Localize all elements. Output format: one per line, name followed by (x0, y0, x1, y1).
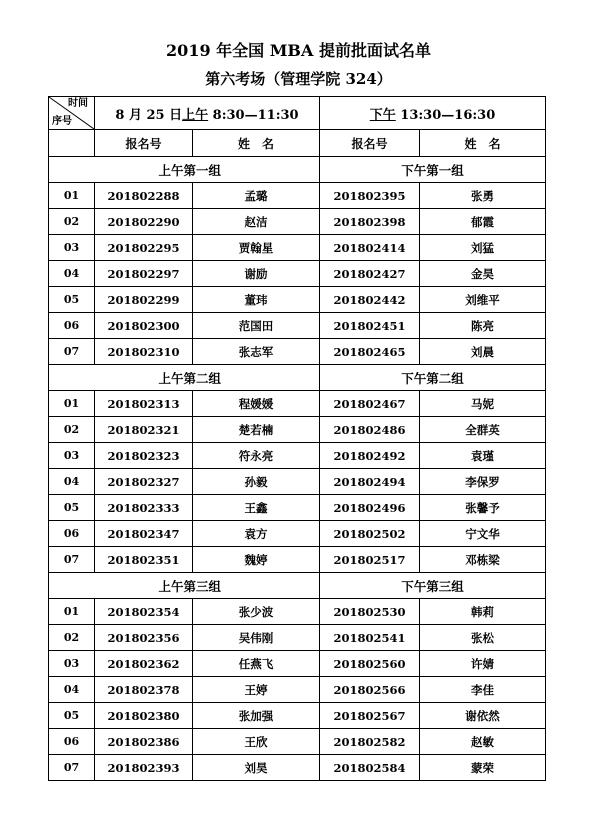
pm-group-title: 下午第三组 (320, 573, 546, 599)
table-row (49, 417, 546, 443)
seq-cell: 06 (49, 313, 95, 339)
pm-reg-no-cell: 201802567 (320, 703, 420, 729)
am-name-header: 姓 名 (193, 130, 320, 157)
pm-name-cell: 李保罗 (420, 469, 546, 495)
seq-cell: 02 (49, 209, 95, 235)
pm-reg-no-cell: 201802442 (320, 287, 420, 313)
am-reg-no-cell: 201802393 (95, 755, 193, 781)
am-reg-no-cell: 201802378 (95, 677, 193, 703)
am-reg-no-cell: 201802288 (95, 183, 193, 209)
pm-name-cell: 邓栋梁 (420, 547, 546, 573)
am-name-cell: 吴伟刚 (193, 625, 320, 651)
table-row (49, 287, 546, 313)
am-reg-no-cell: 201802356 (95, 625, 193, 651)
pm-reg-no-cell: 201802465 (320, 339, 420, 365)
am-reg-no-cell: 201802313 (95, 391, 193, 417)
seq-cell: 01 (49, 183, 95, 209)
pm-reg-no-cell: 201802398 (320, 209, 420, 235)
pm-reg-no-cell: 201802530 (320, 599, 420, 625)
pm-name-cell: 张馨予 (420, 495, 546, 521)
am-reg-no-cell: 201802323 (95, 443, 193, 469)
am-name-cell: 任燕飞 (193, 651, 320, 677)
morning-session-header (95, 97, 320, 130)
pm-name-cell: 全群英 (420, 417, 546, 443)
table-row (49, 313, 546, 339)
pm-name-cell: 李佳 (420, 677, 546, 703)
corner-seq-label: 序号 (52, 116, 72, 127)
am-reg-no-cell: 201802354 (95, 599, 193, 625)
am-reg-no-cell: 201802327 (95, 469, 193, 495)
am-reg-no-cell: 201802321 (95, 417, 193, 443)
pm-reg-no-cell: 201802467 (320, 391, 420, 417)
am-name-cell: 王鑫 (193, 495, 320, 521)
am-group-title-text: 上午第二组 (158, 370, 222, 386)
table-row (49, 443, 546, 469)
am-group-title (158, 365, 320, 391)
pm-reg-no-cell: 201802486 (320, 417, 420, 443)
am-name-cell: 张志军 (193, 339, 320, 365)
pm-name-cell: 张勇 (420, 183, 546, 209)
am-group-title-text: 上午第一组 (158, 162, 222, 178)
am-name-cell: 张少波 (193, 599, 320, 625)
pm-name-cell: 蒙荣 (420, 755, 546, 781)
am-name-cell: 孟璐 (193, 183, 320, 209)
pm-name-cell: 刘维平 (420, 287, 546, 313)
pm-name-cell: 马妮 (420, 391, 546, 417)
corner-time-label: 时间 (68, 98, 88, 109)
am-reg-no-header: 报名号 (95, 130, 193, 157)
am-reg-no-cell: 201802351 (95, 547, 193, 573)
pm-reg-no-cell: 201802414 (320, 235, 420, 261)
am-reg-no-cell: 201802290 (95, 209, 193, 235)
table-row (49, 703, 546, 729)
pm-name-cell: 刘猛 (420, 235, 546, 261)
seq-cell: 01 (49, 391, 95, 417)
table-row (49, 469, 546, 495)
pm-reg-no-cell: 201802582 (320, 729, 420, 755)
time-header-row (49, 97, 546, 130)
schedule-table (48, 96, 546, 781)
table-row (49, 651, 546, 677)
table-row (49, 339, 546, 365)
morning-label: 上午 (182, 107, 209, 123)
am-reg-no-cell: 201802299 (95, 287, 193, 313)
seq-cell: 05 (49, 495, 95, 521)
pm-reg-no-cell: 201802492 (320, 443, 420, 469)
pm-reg-no-cell: 201802494 (320, 469, 420, 495)
pm-name-cell: 韩莉 (420, 599, 546, 625)
am-reg-no-cell: 201802297 (95, 261, 193, 287)
page-subtitle: 第六考场（管理学院 324） (205, 70, 392, 88)
table-row (49, 391, 546, 417)
am-name-cell: 张加强 (193, 703, 320, 729)
seq-cell: 01 (49, 599, 95, 625)
am-name-cell: 谢励 (193, 261, 320, 287)
am-name-cell: 楚若楠 (193, 417, 320, 443)
am-name-cell: 董玮 (193, 287, 320, 313)
seq-cell: 03 (49, 443, 95, 469)
pm-name-cell: 刘晨 (420, 339, 546, 365)
pm-reg-no-cell: 201802502 (320, 521, 420, 547)
table-row (49, 599, 546, 625)
am-reg-no-cell: 201802380 (95, 703, 193, 729)
afternoon-time: 13:30—16:30 (395, 107, 496, 123)
am-reg-no-cell: 201802347 (95, 521, 193, 547)
afternoon-session-header (320, 97, 546, 130)
table-row (49, 677, 546, 703)
seq-cell: 06 (49, 729, 95, 755)
table-row (49, 235, 546, 261)
am-name-cell: 王欣 (193, 729, 320, 755)
am-reg-no-cell: 201802300 (95, 313, 193, 339)
seq-cell: 03 (49, 235, 95, 261)
table-row (49, 261, 546, 287)
pm-name-cell: 郁霞 (420, 209, 546, 235)
am-reg-no-cell: 201802295 (95, 235, 193, 261)
pm-name-cell: 金昊 (420, 261, 546, 287)
pm-reg-no-cell: 201802584 (320, 755, 420, 781)
seq-cell: 03 (49, 651, 95, 677)
column-header-row (49, 130, 546, 157)
afternoon-label: 下午 (369, 107, 396, 123)
seq-cell: 07 (49, 755, 95, 781)
am-group-title (158, 157, 320, 183)
am-reg-no-cell: 201802362 (95, 651, 193, 677)
pm-group-title: 下午第一组 (320, 157, 546, 183)
table-row (49, 547, 546, 573)
group-header-row (49, 365, 546, 391)
seq-cell: 04 (49, 677, 95, 703)
pm-reg-no-cell: 201802560 (320, 651, 420, 677)
schedule-table-body (49, 97, 546, 781)
seq-cell: 02 (49, 417, 95, 443)
table-row (49, 183, 546, 209)
am-reg-no-cell: 201802333 (95, 495, 193, 521)
pm-reg-no-cell: 201802496 (320, 495, 420, 521)
table-row (49, 625, 546, 651)
seq-cell: 06 (49, 521, 95, 547)
table-row (49, 729, 546, 755)
am-reg-no-cell: 201802310 (95, 339, 193, 365)
am-reg-no-cell: 201802386 (95, 729, 193, 755)
am-name-cell: 范国田 (193, 313, 320, 339)
page-title: 2019 年全国 MBA 提前批面试名单 (166, 41, 431, 60)
pm-name-cell: 谢依然 (420, 703, 546, 729)
corner-cell (49, 97, 95, 130)
am-name-cell: 袁方 (193, 521, 320, 547)
am-name-cell: 贾翰星 (193, 235, 320, 261)
seq-cell: 07 (49, 547, 95, 573)
table-row (49, 495, 546, 521)
group-header-row (49, 573, 546, 599)
seq-cell: 04 (49, 469, 95, 495)
am-group-title-text: 上午第三组 (158, 578, 222, 594)
pm-reg-no-cell: 201802395 (320, 183, 420, 209)
group-header-row (49, 157, 546, 183)
seq-cell: 05 (49, 703, 95, 729)
pm-reg-no-cell: 201802427 (320, 261, 420, 287)
table-row (49, 209, 546, 235)
pm-group-title: 下午第二组 (320, 365, 546, 391)
morning-time: 8:30—11:30 (208, 107, 299, 123)
am-group-title (158, 573, 320, 599)
am-name-cell: 符永亮 (193, 443, 320, 469)
seq-cell: 07 (49, 339, 95, 365)
pm-reg-no-cell: 201802541 (320, 625, 420, 651)
pm-reg-no-cell: 201802566 (320, 677, 420, 703)
table-row (49, 521, 546, 547)
pm-reg-no-cell: 201802451 (320, 313, 420, 339)
am-name-cell: 程媛媛 (193, 391, 320, 417)
pm-name-cell: 陈亮 (420, 313, 546, 339)
pm-name-cell: 张松 (420, 625, 546, 651)
am-name-cell: 魏婷 (193, 547, 320, 573)
pm-reg-no-cell: 201802517 (320, 547, 420, 573)
am-name-cell: 王婷 (193, 677, 320, 703)
seq-cell: 04 (49, 261, 95, 287)
am-name-cell: 孙毅 (193, 469, 320, 495)
pm-name-cell: 宁文华 (420, 521, 546, 547)
am-name-cell: 赵洁 (193, 209, 320, 235)
pm-name-cell: 赵敏 (420, 729, 546, 755)
pm-name-cell: 袁瑾 (420, 443, 546, 469)
pm-name-cell: 许婧 (420, 651, 546, 677)
am-name-cell: 刘昊 (193, 755, 320, 781)
session-date: 8 月 25 日 (115, 107, 183, 123)
table-row (49, 755, 546, 781)
pm-name-header: 姓 名 (420, 130, 546, 157)
seq-cell: 02 (49, 625, 95, 651)
seq-header (49, 130, 95, 157)
seq-cell: 05 (49, 287, 95, 313)
pm-reg-no-header: 报名号 (320, 130, 420, 157)
